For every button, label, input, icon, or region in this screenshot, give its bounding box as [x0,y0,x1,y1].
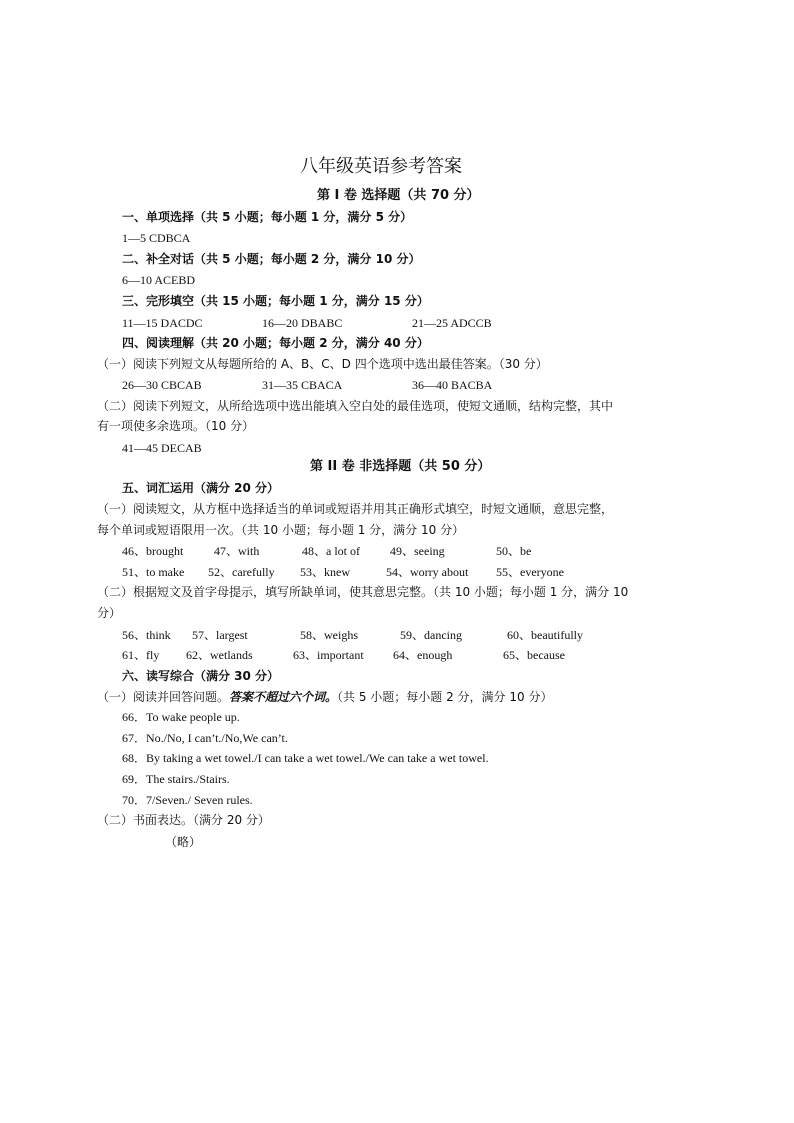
section4b-instruction-line1: （二）阅读下列短文，从所给选项中选出能填入空白处的最佳选项，使短文通顺，结构完整，其中 [97,399,614,413]
section3-answer-2: 16—20 DBABC [262,316,343,330]
answer-60: 60、beautifully [507,628,583,642]
section5a-instruction-line1: （一）阅读短文，从方框中选择适当的单词或短语并用其正确形式填空，时短文通顺，意思完整， [97,502,614,516]
section4b-answer: 41—45 DECAB [122,441,202,455]
answer-48: 48、a lot of [302,544,360,558]
section6a-suffix: （共 5 小题；每小题 2 分，满分 10 分） [337,690,553,704]
answer-52: 52、carefully [208,565,275,579]
answer-51: 51、to make [122,565,185,579]
section3-heading: 三、完形填空（共 15 小题；每小题 1 分，满分 15 分） [122,294,429,308]
section2-answer: 6—10 ACEBD [122,273,196,287]
answer-54: 54、worry about [386,565,469,579]
answer-58: 58、weighs [300,628,358,642]
answer-67: 67．No./No, I can’t./No,We can’t. [122,731,288,745]
section4a-answer-1: 26—30 CBCAB [122,378,202,392]
answer-69: 69．The stairs./Stairs. [122,772,230,786]
page-title: 八年级英语参考答案 [300,156,462,177]
section4a-instruction: （一）阅读下列短文从每题所给的 A、B、C、D 四个选项中选出最佳答案。（30 分） [97,357,548,371]
answer-56: 56、think [122,628,171,642]
part2-heading: 第 II 卷 非选择题（共 50 分） [310,459,491,474]
answer-66: 66．To wake people up. [122,710,240,724]
answer-63: 63、important [293,648,364,662]
section5-heading: 五、词汇运用（满分 20 分） [122,481,280,495]
answer-47: 47、with [214,544,260,558]
section5a-instruction-line2: 每个单词或短语限用一次。（共 10 小题；每小题 1 分，满分 10 分） [97,523,465,537]
answer-53: 53、knew [300,565,350,579]
section3-answer-1: 11—15 DACDC [122,316,203,330]
section4a-answer-2: 31—35 CBACA [262,378,343,392]
section6b-note: （略） [165,835,202,849]
answer-55: 55、everyone [496,565,564,579]
section1-answer: 1—5 CDBCA [122,231,191,245]
answer-70: 70．7/Seven./ Seven rules. [122,793,253,807]
answer-59: 59、dancing [400,628,462,642]
section6-heading: 六、读写综合（满分 30 分） [122,669,280,683]
answer-64: 64、enough [393,648,453,662]
section4b-instruction-line2: 有一项使多余选项。（10 分） [97,419,255,433]
section4a-answer-3: 36—40 BACBA [412,378,493,392]
section1-heading: 一、单项选择（共 5 小题；每小题 1 分，满分 5 分） [122,210,413,224]
answer-62: 62、wetlands [186,648,253,662]
answer-65: 65、because [503,648,565,662]
answer-61: 61、fly [122,648,160,662]
answer-50: 50、be [496,544,532,558]
section2-heading: 二、补全对话（共 5 小题；每小题 2 分，满分 10 分） [122,252,421,266]
part1-heading: 第 I 卷 选择题（共 70 分） [317,188,480,203]
answer-46: 46、brought [122,544,184,558]
section6a-instruction [97,689,552,705]
section4-heading: 四、阅读理解（共 20 小题；每小题 2 分，满分 40 分） [122,336,429,350]
section5b-instruction-line2: 分） [97,606,122,620]
section5b-instruction-line1: （二）根据短文及首字母提示，填写所缺单词，使其意思完整。（共 10 小题；每小题 1 分，满分 10 [97,585,629,599]
answer-57: 57、largest [192,628,248,642]
section6a-emphasis: 答案不超过六个词。 [229,690,338,704]
answer-68: 68．By taking a wet towel./I can take a wet towel./We can take a wet towel. [122,751,489,765]
section6b-instruction: （二）书面表达。（满分 20 分） [97,813,270,827]
section6a-prefix: （一）阅读并回答问题。 [97,690,230,704]
answer-49: 49、seeing [390,544,445,558]
section3-answer-3: 21—25 ADCCB [412,316,492,330]
